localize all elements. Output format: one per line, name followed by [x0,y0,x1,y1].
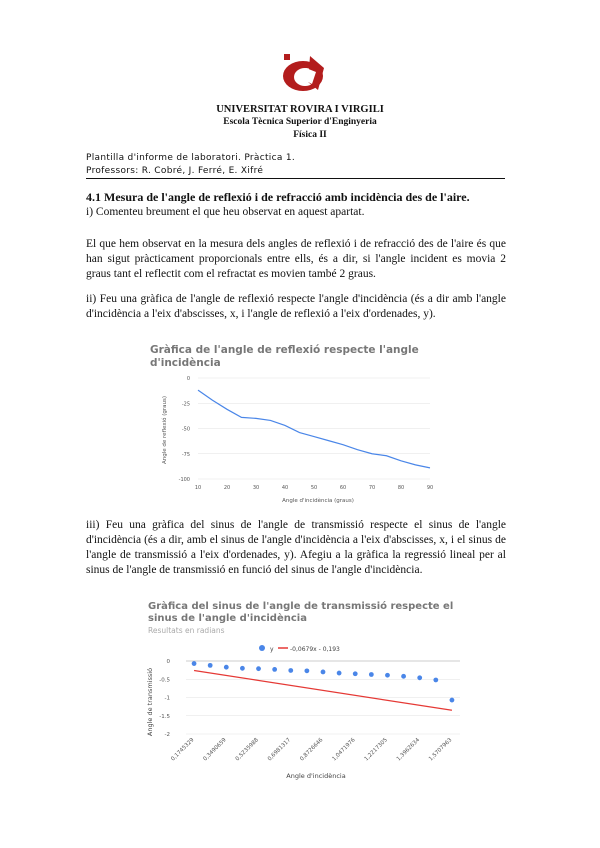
regression-line [194,670,452,710]
data-point [272,667,277,672]
data-point [224,665,229,670]
reflection-chart [148,338,448,518]
template-label: Plantilla d'informe de laboratori. Pràctica 1. [86,153,296,163]
chart1-ytick: -75 [181,451,190,458]
chart1-title-line1: Gràfica de l'angle de reflexió respecte l'angle [150,344,419,356]
chart2-xtick: 0,5235988 [234,737,260,763]
chart2-xtick: 0,8726646 [299,737,325,763]
header-divider [86,178,505,179]
data-point [401,674,406,679]
data-point [321,670,326,675]
section-title: 4.1 Mesura de l'angle de reflexió i de refracció amb incidència des de l'aire. [86,190,470,204]
transmission-chart [146,600,466,785]
chart2-ytick: -2 [164,732,170,738]
chart2-xtick: 0,3490659 [202,737,228,763]
chart1-xtick: 90 [426,485,434,491]
chart2-ytick: -1 [164,695,170,702]
subject-name: Física II [293,130,327,140]
chart2-xtick: 1,2217305 [363,737,389,763]
chart1-xlabel: Angle d'incidència (graus) [282,498,354,504]
legend-points-label: y [270,646,274,653]
data-point [417,675,422,680]
legend-trend-label: -0,0679x - 0,193 [290,646,340,653]
data-point [433,678,438,683]
data-point [192,661,197,666]
data-point [208,663,213,668]
chart1-xtick: 70 [368,485,376,491]
chart2-xtick: 0,6981317 [266,737,293,763]
chart1-xtick: 80 [397,485,405,491]
chart1-ytick: -25 [181,401,190,408]
data-point [353,671,358,676]
chart2-xtick: 1,3962634 [395,737,422,763]
chart2-ytick: -1.5 [159,713,170,720]
answer-1: El que hem observat en la mesura dels angles de reflexió i de refracció des de l'aire és que han sigut pràcticament proporcionals entre ells, és a dir, si l'angle incident es movia 2 graus tant el reflectit com el refractat es movien també 2 graus. [86,238,506,280]
question-1: i) Comenteu breument el que heu observat en aquest apartat. [86,206,365,218]
chart1-xtick: 50 [310,485,318,491]
legend-point-marker [259,645,265,651]
chart1-xtick: 20 [223,485,231,491]
reflection-series-line [198,390,430,468]
chart1-xtick: 60 [339,485,347,491]
chart2-xtick: 0,1745329 [170,737,196,763]
chart1-title-line2: d'incidència [150,357,221,369]
question-3: iii) Feu una gràfica del sinus de l'angle de transmissió respecte el sinus de l'angle d'incidència (és a dir, amb el sinus de l'angle d'incidència a l'eix d'abscisses, x, i el sinus de l'angle de transmissió a l'eix d'ordenades, y). Afegiu a la gràfica la regressió lineal per al sinus de l'angle de transmissió en funció del sinus de l'angle d'incidència. [86,519,506,576]
chart2-title-line1: Gràfica del sinus de l'angle de transmissió respecte el [148,601,454,612]
data-point [385,673,390,678]
chart2-xtick: 1,5707963 [428,737,454,763]
chart1-ylabel: Angle de reflexió (graus) [162,396,168,464]
chart2-subtitle: Resultats en radians [148,626,225,635]
chart1-ytick: -50 [181,426,190,433]
data-point [450,698,455,703]
chart2-xtick: 1,0471976 [331,737,357,763]
data-point [240,666,245,671]
chart1-ytick: -100 [178,477,190,483]
chart1-xtick: 10 [194,485,202,491]
chart2-ytick: -0.5 [159,677,170,684]
chart1-xtick: 30 [252,485,260,491]
data-point [256,666,261,671]
chart2-ytick: 0 [166,659,170,665]
data-point [337,671,342,676]
data-point [288,668,293,673]
school-name: Escola Tècnica Superior d'Enginyeria [223,117,377,127]
chart1-xtick: 40 [281,485,289,491]
university-logo [280,52,330,96]
template-info [86,152,295,178]
question-2: ii) Feu una gràfica de l'angle de reflexió respecte l'angle d'incidència (és a dir amb l'angle d'incidència a l'eix d'abscisses, x, i l'angle de reflexió a l'eix d'ordenades, y). [86,293,506,320]
chart2-title-line2: sinus de l'angle d'incidència [148,613,307,624]
data-point [304,668,309,673]
data-point [369,672,374,677]
professors-label: Professors: R. Cobré, J. Ferré, E. Xifré [86,166,264,176]
chart2-ylabel: Angle de transmissió [146,667,154,737]
university-name: UNIVERSITAT ROVIRA I VIRGILI [216,104,384,115]
chart1-ytick: 0 [186,376,190,382]
chart2-xlabel: Angle d'incidència [286,772,346,780]
